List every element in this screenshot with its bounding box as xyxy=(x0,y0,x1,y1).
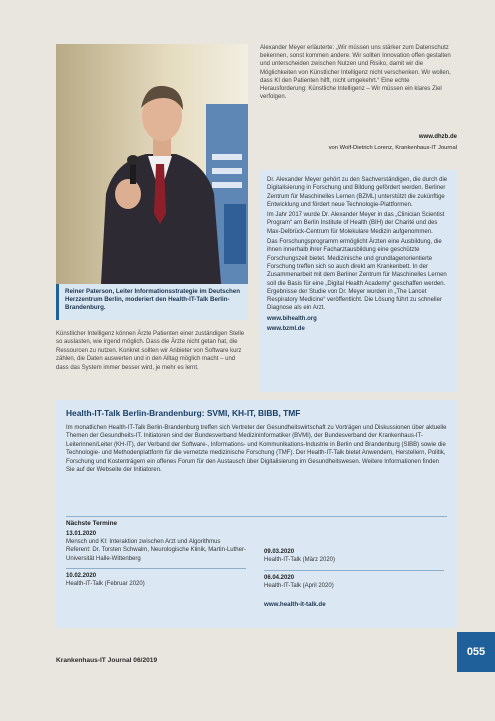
event-1-title: Mensch und KI: Interaktion zwischen Arzt und Algorithmus xyxy=(66,539,221,546)
info-paragraph-3: Das Forschungsprogramm ermöglicht Ärzten eine Ausbildung, die ihnen innerhalb ihrer Facharztausbildung eine geschützte Forschungszeit bietet. Medizinische und grundlagenorientierte Forschung treffen sich so auch direkt am Krankenbett. In der Zusammenarbeit mit dem Berliner Zentrum für Maschinelles Lernen soll die Basis für eine „Digital Health Academy“ geschaffen werden. Ergebnisse der Studie von Dr. Meyer wurden in „The Lancet Respiratory Medicine“ veröffentlicht. Die Lösung führt zu schneller Diagnose als ein Arzt. xyxy=(267,239,447,312)
event-4-title: Health-IT-Talk (April 2020) xyxy=(264,583,334,590)
left-column-text: Künstlicher Intelligenz können Ärzte Patienten einer zuständigen Stelle so auslasten, wie irgend möglich. Dass die Ärzte nicht getan hat, die Ressourcen zu nutzen. Konkret sollten wir Anbieter von Software kurz zählen, die Daten auswerten und in den Alltag möglich macht – und dass das System immer besser wird, je mehr es lernt. xyxy=(56,331,245,371)
event-3-title: Health-IT-Talk (März 2020) xyxy=(264,557,336,564)
info-box xyxy=(260,170,457,392)
info-link-bihealth[interactable]: www.bihealth.org xyxy=(267,315,317,322)
event-1 xyxy=(66,530,246,563)
article-author: von Wolf-Dietrich Lorenz, Krankenhaus-IT Journal xyxy=(328,145,457,151)
quote-paragraph: Alexander Meyer erläuterte: „Wir müssen uns stärker zum Datenschutz bekennen, sonst kommen andere. Wir sollten Innovation offen gestalten und unterscheiden zwischen Nutzen und Risiko, damit wir die Möglichkeiten von Künstlicher Intelligenz nicht verschenken. Wir wollen, dass KI den Patienten hilft, nicht umgekehrt.“ Eine echte Herausforderung: Künstliche Intelligenz – Wir müssen ein klares Ziel verfolgen. xyxy=(260,45,451,101)
events-heading: Nächste Termine xyxy=(66,520,118,527)
events-divider xyxy=(66,516,447,517)
event-2 xyxy=(66,572,246,588)
event-3 xyxy=(264,548,444,564)
event-2-title: Health-IT-Talk (Februar 2020) xyxy=(66,581,145,588)
health-it-talk-link[interactable]: www.health-it-talk.de xyxy=(264,601,326,608)
quote-source-link[interactable]: www.dhzb.de xyxy=(418,134,457,140)
health-it-talk-box xyxy=(56,400,457,628)
event-4-date: 06.04.2020 xyxy=(264,575,295,581)
photo-caption: Reiner Paterson, Leiter Informationsstrategie im Deutschen Herzzentrum Berlin, moderiert den Health-IT-Talk Berlin-Brandenburg. xyxy=(65,288,241,311)
page-number: 055 xyxy=(457,632,495,672)
event-divider-left xyxy=(66,568,246,569)
photo-caption-box xyxy=(56,284,248,320)
info-link-bzml[interactable]: www.bzml.de xyxy=(267,326,305,333)
event-1-date: 13.01.2020 xyxy=(66,531,97,537)
event-1-referent: Referent: Dr. Torsten Schwalm, Neurologische Klinik, Martin-Luther-Universität Halle-Wittenberg xyxy=(66,547,246,562)
event-4 xyxy=(264,574,444,590)
info-paragraph-2: Im Jahr 2017 wurde Dr. Alexander Meyer in das „Clinician Scientist Program“ am Berlin Institute of Health (BIH) der Charité und des Max-Delbrück-Centrum für Molekulare Medizin aufgenommen. xyxy=(267,212,445,235)
event-3-date: 09.03.2020 xyxy=(264,549,295,555)
health-it-talk-body: Im monatlichen Health-IT-Talk Berlin-Brandenburg treffen sich Vertreter der Gesundheitswirtschaft zu Vorträgen und Diskussionen über aktuelle Themen der Gesundheits-IT. Initiatoren sind der Bundesverband Medizininformatiker (BVMI), der Bundesverband der Krankenhaus-IT-Leiterinnen/Leiter (KH-IT), der Verband der Software-, Informations- und Kommunikations-Industrie in Berlin und Brandenburg (SIBB) sowie die Technologie- und Methodenplattform für die vernetzte medizinische Forschung (TMF). Der Health-IT-Talk bietet Anwendern, Herstellern, Politik, Forschung und Kostenträgern ein offenes Forum für den Austausch über Digitalisierung im Gesundheitswesen. Weitere Informationen finden Sie auf der Webseite der Initiatoren. xyxy=(66,425,447,474)
speaker-photo-illustration xyxy=(56,44,248,284)
health-it-talk-title: Health-IT-Talk Berlin-Brandenburg: SVMI, KH-IT, BIBB, TMF xyxy=(66,408,301,418)
info-paragraph-1: Dr. Alexander Meyer gehört zu den Sachverständigen, die durch die Digitalisierung in Forschung und Bildung gefördert werden. Berliner Zentrum für Maschinelles Lernen (BZML) unterstützt die zukünftige Entwicklung und fördert neue Technologie-Plattformen. xyxy=(267,177,448,208)
event-2-date: 10.02.2020 xyxy=(66,573,97,579)
speaker-photo xyxy=(56,44,248,284)
journal-footer: Krankenhaus-IT Journal 06/2019 xyxy=(56,657,158,664)
event-divider-right xyxy=(264,570,444,571)
